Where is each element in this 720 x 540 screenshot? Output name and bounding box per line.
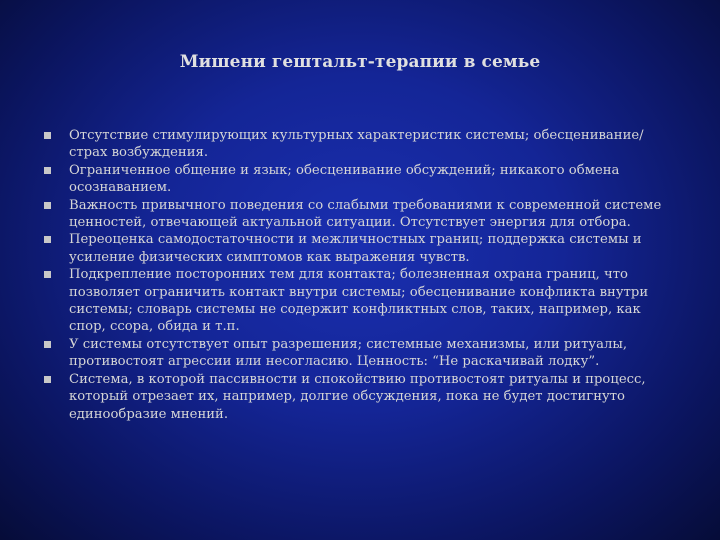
list-item <box>40 231 680 266</box>
list-item <box>40 197 680 232</box>
list-item <box>40 266 680 336</box>
list-item-text: Переоценка самодостаточности и межличностных границ; поддержка системы и усиление физических симптомов как выражения чувств. <box>69 232 642 265</box>
list-item-text: Ограниченное общение и язык; обесценивание обсуждений; никакого обмена осознаванием. <box>69 162 620 196</box>
square-bullet-icon <box>44 376 51 383</box>
list-item <box>40 336 680 371</box>
list-item-text: Система, в которой пассивности и спокойствию противостоят ритуалы и процесс, который отрезает их, например, долгие обсуждения, пока не будет достигнуто единообразие мнений. <box>69 371 646 422</box>
list-item <box>40 127 680 162</box>
square-bullet-icon <box>44 341 51 348</box>
square-bullet-icon <box>44 132 51 139</box>
square-bullet-icon <box>44 271 51 278</box>
square-bullet-icon <box>44 236 51 243</box>
list-item-text: У системы отсутствует опыт разрешения; системные механизмы, или ритуалы, противостоят агрессии или несогласию. Ценность: “Не раскачивай лодку”. <box>69 336 628 370</box>
list-item-text: Отсутствие стимулирующих культурных характеристик системы; обесценивание/страх возбуждения. <box>69 128 644 161</box>
list-item-text: Важность привычного поведения со слабыми требованиями к современной системе ценностей, отвечающей актуальной ситуации. Отсутствует энергия для отбора. <box>69 197 662 231</box>
list-item <box>40 371 680 423</box>
slide-title: Мишени гештальт-терапии в семье <box>179 52 541 72</box>
square-bullet-icon <box>44 167 51 174</box>
square-bullet-icon <box>44 202 51 209</box>
list-item-text: Подкрепление посторонних тем для контакта; болезненная охрана границ, что позволяет ограничить контакт внутри системы; обесценивание конфликта внутри системы; словарь системы не содержит конфликтных слов, таких, например, как спор, ссора, обида и т.п. <box>69 267 649 335</box>
bullet-list <box>40 127 680 423</box>
list-item <box>40 162 680 197</box>
